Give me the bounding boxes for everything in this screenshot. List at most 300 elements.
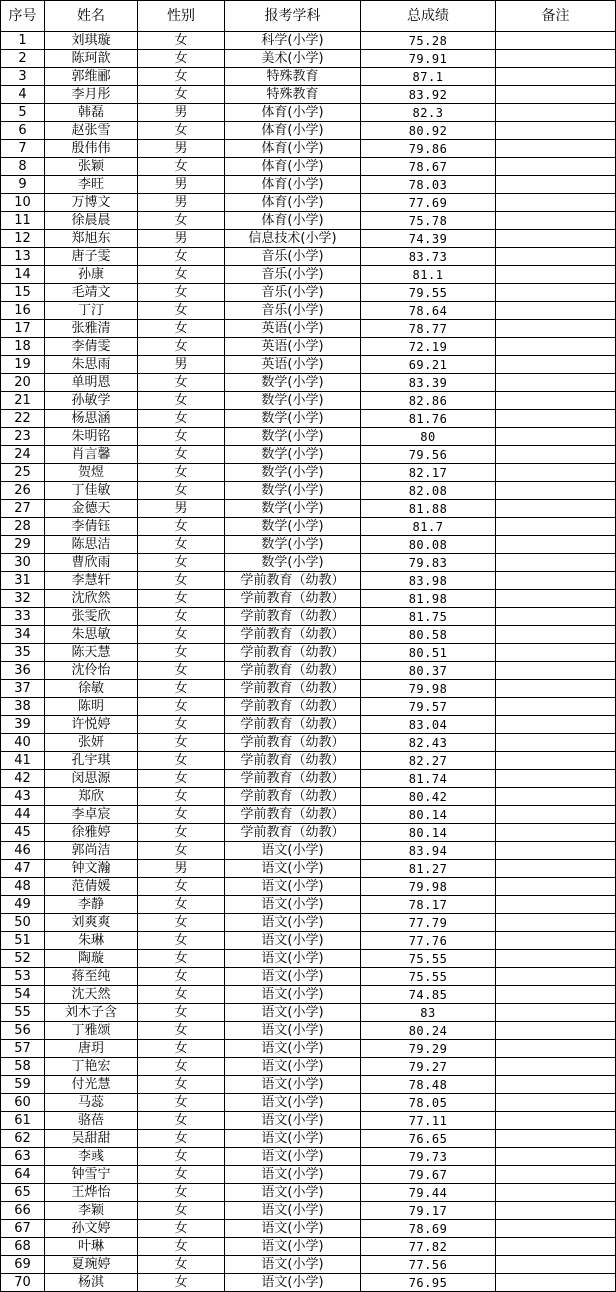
cell-gender: 女	[138, 50, 225, 68]
cell-note	[496, 230, 616, 248]
cell-index: 62	[1, 1130, 45, 1148]
cell-score: 77.82	[361, 1238, 496, 1256]
cell-note	[496, 266, 616, 284]
cell-gender: 男	[138, 104, 225, 122]
cell-name: 朱思敏	[45, 626, 138, 644]
cell-gender: 女	[138, 644, 225, 662]
cell-index: 40	[1, 734, 45, 752]
cell-note	[496, 824, 616, 842]
table-row	[1, 248, 616, 266]
cell-score: 82.27	[361, 752, 496, 770]
cell-name: 蒋至纯	[45, 968, 138, 986]
header-gender: 性别	[138, 1, 225, 32]
cell-score: 82.86	[361, 392, 496, 410]
cell-index: 60	[1, 1094, 45, 1112]
cell-note	[496, 392, 616, 410]
cell-name: 赵张雪	[45, 122, 138, 140]
table-row	[1, 410, 616, 428]
table-row	[1, 356, 616, 374]
cell-name: 朱思雨	[45, 356, 138, 374]
cell-name: 李旺	[45, 176, 138, 194]
cell-score: 78.17	[361, 896, 496, 914]
cell-score: 79.44	[361, 1184, 496, 1202]
table-row	[1, 716, 616, 734]
cell-gender: 女	[138, 1094, 225, 1112]
cell-name: 张雯欣	[45, 608, 138, 626]
cell-gender: 女	[138, 428, 225, 446]
cell-name: 李卓宸	[45, 806, 138, 824]
cell-note	[496, 986, 616, 1004]
cell-index: 69	[1, 1256, 45, 1274]
cell-name: 李倩钰	[45, 518, 138, 536]
table-row	[1, 536, 616, 554]
cell-note	[496, 284, 616, 302]
cell-score: 79.86	[361, 140, 496, 158]
cell-score: 79.98	[361, 680, 496, 698]
cell-score: 77.56	[361, 1256, 496, 1274]
cell-name: 徐雅婷	[45, 824, 138, 842]
cell-subject: 语文(小学)	[225, 896, 361, 914]
cell-note	[496, 482, 616, 500]
cell-subject: 语文(小学)	[225, 968, 361, 986]
table-row	[1, 1256, 616, 1274]
cell-score: 75.55	[361, 950, 496, 968]
cell-gender: 女	[138, 1256, 225, 1274]
cell-name: 李静	[45, 896, 138, 914]
cell-gender: 女	[138, 680, 225, 698]
cell-gender: 女	[138, 122, 225, 140]
table-row	[1, 1022, 616, 1040]
cell-note	[496, 374, 616, 392]
cell-gender: 男	[138, 140, 225, 158]
cell-score: 72.19	[361, 338, 496, 356]
cell-note	[496, 914, 616, 932]
table-row	[1, 1112, 616, 1130]
cell-subject: 语文(小学)	[225, 1040, 361, 1058]
cell-note	[496, 1184, 616, 1202]
cell-subject: 数学(小学)	[225, 482, 361, 500]
cell-note	[496, 428, 616, 446]
table-row	[1, 608, 616, 626]
cell-gender: 女	[138, 1058, 225, 1076]
cell-index: 56	[1, 1022, 45, 1040]
cell-subject: 学前教育（幼教）	[225, 770, 361, 788]
cell-subject: 英语(小学)	[225, 338, 361, 356]
cell-index: 11	[1, 212, 45, 230]
table-row	[1, 680, 616, 698]
cell-gender: 女	[138, 986, 225, 1004]
cell-gender: 女	[138, 608, 225, 626]
cell-name: 陈天慧	[45, 644, 138, 662]
cell-index: 38	[1, 698, 45, 716]
cell-subject: 学前教育（幼教）	[225, 752, 361, 770]
cell-gender: 女	[138, 320, 225, 338]
cell-note	[496, 1058, 616, 1076]
table-row	[1, 32, 616, 50]
cell-subject: 学前教育（幼教）	[225, 572, 361, 590]
cell-gender: 女	[138, 68, 225, 86]
cell-score: 80.14	[361, 824, 496, 842]
cell-name: 郭尚洁	[45, 842, 138, 860]
cell-subject: 数学(小学)	[225, 500, 361, 518]
cell-score: 78.69	[361, 1220, 496, 1238]
cell-score: 76.95	[361, 1274, 496, 1292]
cell-note	[496, 536, 616, 554]
cell-index: 10	[1, 194, 45, 212]
cell-gender: 女	[138, 86, 225, 104]
cell-index: 2	[1, 50, 45, 68]
cell-score: 79.67	[361, 1166, 496, 1184]
cell-index: 66	[1, 1202, 45, 1220]
cell-name: 肖言馨	[45, 446, 138, 464]
cell-gender: 女	[138, 626, 225, 644]
cell-subject: 数学(小学)	[225, 374, 361, 392]
cell-subject: 数学(小学)	[225, 518, 361, 536]
cell-index: 26	[1, 482, 45, 500]
cell-score: 82.3	[361, 104, 496, 122]
cell-subject: 语文(小学)	[225, 1004, 361, 1022]
cell-score: 78.77	[361, 320, 496, 338]
cell-note	[496, 50, 616, 68]
cell-note	[496, 626, 616, 644]
cell-note	[496, 698, 616, 716]
cell-gender: 女	[138, 824, 225, 842]
cell-gender: 女	[138, 1130, 225, 1148]
cell-note	[496, 950, 616, 968]
cell-gender: 女	[138, 464, 225, 482]
cell-note	[496, 104, 616, 122]
table-row	[1, 392, 616, 410]
cell-index: 45	[1, 824, 45, 842]
cell-name: 钟文瀚	[45, 860, 138, 878]
cell-subject: 体育(小学)	[225, 140, 361, 158]
table-row	[1, 1238, 616, 1256]
cell-index: 55	[1, 1004, 45, 1022]
table-row	[1, 140, 616, 158]
cell-name: 唐玥	[45, 1040, 138, 1058]
cell-name: 范倩媛	[45, 878, 138, 896]
cell-index: 20	[1, 374, 45, 392]
cell-name: 郑欣	[45, 788, 138, 806]
header-row	[1, 1, 616, 32]
cell-gender: 男	[138, 860, 225, 878]
cell-name: 王烨怡	[45, 1184, 138, 1202]
cell-name: 骆蓓	[45, 1112, 138, 1130]
cell-score: 83.98	[361, 572, 496, 590]
cell-name: 张颖	[45, 158, 138, 176]
cell-gender: 女	[138, 1274, 225, 1292]
cell-name: 贺煜	[45, 464, 138, 482]
cell-score: 78.67	[361, 158, 496, 176]
cell-note	[496, 446, 616, 464]
cell-name: 唐子雯	[45, 248, 138, 266]
cell-subject: 数学(小学)	[225, 446, 361, 464]
cell-gender: 女	[138, 374, 225, 392]
table-row	[1, 302, 616, 320]
cell-gender: 女	[138, 572, 225, 590]
cell-gender: 女	[138, 32, 225, 50]
cell-subject: 学前教育（幼教）	[225, 680, 361, 698]
cell-score: 81.75	[361, 608, 496, 626]
cell-name: 郑旭东	[45, 230, 138, 248]
cell-subject: 数学(小学)	[225, 554, 361, 572]
table-row	[1, 1130, 616, 1148]
cell-score: 82.08	[361, 482, 496, 500]
cell-note	[496, 464, 616, 482]
cell-note	[496, 752, 616, 770]
cell-name: 毛靖文	[45, 284, 138, 302]
cell-name: 丁雅颂	[45, 1022, 138, 1040]
header-note: 备注	[496, 1, 616, 32]
cell-index: 18	[1, 338, 45, 356]
cell-gender: 男	[138, 194, 225, 212]
table-row	[1, 176, 616, 194]
table-row	[1, 86, 616, 104]
cell-index: 22	[1, 410, 45, 428]
cell-note	[496, 572, 616, 590]
cell-score: 77.79	[361, 914, 496, 932]
cell-gender: 男	[138, 356, 225, 374]
cell-subject: 音乐(小学)	[225, 302, 361, 320]
cell-gender: 女	[138, 1166, 225, 1184]
cell-score: 81.74	[361, 770, 496, 788]
cell-subject: 语文(小学)	[225, 860, 361, 878]
cell-note	[496, 248, 616, 266]
cell-index: 21	[1, 392, 45, 410]
cell-gender: 女	[138, 1202, 225, 1220]
cell-index: 50	[1, 914, 45, 932]
cell-score: 69.21	[361, 356, 496, 374]
cell-index: 37	[1, 680, 45, 698]
cell-subject: 信息技术(小学)	[225, 230, 361, 248]
cell-gender: 女	[138, 1004, 225, 1022]
cell-subject: 语文(小学)	[225, 1148, 361, 1166]
cell-note	[496, 338, 616, 356]
cell-subject: 音乐(小学)	[225, 284, 361, 302]
cell-score: 80.08	[361, 536, 496, 554]
cell-gender: 男	[138, 230, 225, 248]
cell-name: 许悦婷	[45, 716, 138, 734]
table-row	[1, 932, 616, 950]
cell-note	[496, 410, 616, 428]
cell-note	[496, 1094, 616, 1112]
cell-gender: 女	[138, 806, 225, 824]
table-row	[1, 806, 616, 824]
cell-gender: 女	[138, 590, 225, 608]
cell-score: 81.1	[361, 266, 496, 284]
cell-name: 杨思涵	[45, 410, 138, 428]
cell-score: 80.58	[361, 626, 496, 644]
cell-gender: 女	[138, 410, 225, 428]
cell-name: 李颖	[45, 1202, 138, 1220]
cell-gender: 女	[138, 284, 225, 302]
table-row	[1, 824, 616, 842]
table-row	[1, 968, 616, 986]
table-row	[1, 950, 616, 968]
cell-subject: 数学(小学)	[225, 392, 361, 410]
cell-subject: 英语(小学)	[225, 320, 361, 338]
cell-note	[496, 788, 616, 806]
cell-gender: 女	[138, 1184, 225, 1202]
cell-score: 81.76	[361, 410, 496, 428]
cell-subject: 语文(小学)	[225, 1202, 361, 1220]
cell-subject: 科学(小学)	[225, 32, 361, 50]
cell-index: 32	[1, 590, 45, 608]
cell-score: 83.73	[361, 248, 496, 266]
cell-name: 叶琳	[45, 1238, 138, 1256]
cell-index: 42	[1, 770, 45, 788]
cell-subject: 语文(小学)	[225, 1256, 361, 1274]
cell-index: 61	[1, 1112, 45, 1130]
cell-index: 54	[1, 986, 45, 1004]
cell-note	[496, 1022, 616, 1040]
cell-index: 48	[1, 878, 45, 896]
cell-index: 65	[1, 1184, 45, 1202]
table-row	[1, 1076, 616, 1094]
cell-note	[496, 590, 616, 608]
cell-note	[496, 1112, 616, 1130]
table-row	[1, 284, 616, 302]
cell-score: 87.1	[361, 68, 496, 86]
cell-score: 80.14	[361, 806, 496, 824]
cell-subject: 语文(小学)	[225, 1112, 361, 1130]
cell-score: 79.29	[361, 1040, 496, 1058]
cell-note	[496, 518, 616, 536]
cell-index: 53	[1, 968, 45, 986]
table-row	[1, 266, 616, 284]
table-row	[1, 1058, 616, 1076]
cell-score: 77.11	[361, 1112, 496, 1130]
cell-index: 46	[1, 842, 45, 860]
cell-note	[496, 500, 616, 518]
cell-name: 朱明铭	[45, 428, 138, 446]
cell-score: 80.24	[361, 1022, 496, 1040]
cell-subject: 语文(小学)	[225, 932, 361, 950]
cell-score: 83.04	[361, 716, 496, 734]
cell-subject: 学前教育（幼教）	[225, 644, 361, 662]
table-row	[1, 212, 616, 230]
cell-index: 64	[1, 1166, 45, 1184]
cell-name: 殷伟伟	[45, 140, 138, 158]
cell-index: 52	[1, 950, 45, 968]
cell-index: 59	[1, 1076, 45, 1094]
cell-note	[496, 662, 616, 680]
cell-name: 陈珂歆	[45, 50, 138, 68]
cell-gender: 女	[138, 752, 225, 770]
table-row	[1, 482, 616, 500]
cell-gender: 女	[138, 158, 225, 176]
cell-gender: 女	[138, 950, 225, 968]
table-row	[1, 446, 616, 464]
cell-gender: 男	[138, 500, 225, 518]
cell-subject: 语文(小学)	[225, 1274, 361, 1292]
cell-index: 35	[1, 644, 45, 662]
cell-score: 83.39	[361, 374, 496, 392]
cell-gender: 女	[138, 914, 225, 932]
cell-name: 李慧轩	[45, 572, 138, 590]
cell-subject: 数学(小学)	[225, 464, 361, 482]
cell-score: 77.76	[361, 932, 496, 950]
cell-index: 47	[1, 860, 45, 878]
cell-index: 57	[1, 1040, 45, 1058]
cell-name: 陶璇	[45, 950, 138, 968]
cell-subject: 语文(小学)	[225, 842, 361, 860]
cell-name: 徐敏	[45, 680, 138, 698]
cell-index: 25	[1, 464, 45, 482]
cell-name: 马蕊	[45, 1094, 138, 1112]
cell-index: 44	[1, 806, 45, 824]
cell-name: 孔宇琪	[45, 752, 138, 770]
cell-index: 51	[1, 932, 45, 950]
cell-note	[496, 86, 616, 104]
cell-name: 李倩雯	[45, 338, 138, 356]
cell-name: 徐晨晨	[45, 212, 138, 230]
cell-subject: 学前教育（幼教）	[225, 608, 361, 626]
cell-score: 81.7	[361, 518, 496, 536]
cell-index: 43	[1, 788, 45, 806]
cell-name: 沈伶怡	[45, 662, 138, 680]
cell-score: 83.94	[361, 842, 496, 860]
cell-note	[496, 194, 616, 212]
table-row	[1, 500, 616, 518]
cell-gender: 男	[138, 176, 225, 194]
table-row	[1, 1004, 616, 1022]
cell-score: 79.17	[361, 1202, 496, 1220]
cell-gender: 女	[138, 266, 225, 284]
cell-subject: 语文(小学)	[225, 1076, 361, 1094]
cell-index: 27	[1, 500, 45, 518]
cell-index: 31	[1, 572, 45, 590]
cell-note	[496, 176, 616, 194]
cell-name: 夏琬婷	[45, 1256, 138, 1274]
cell-score: 83	[361, 1004, 496, 1022]
cell-index: 23	[1, 428, 45, 446]
table-row	[1, 104, 616, 122]
cell-subject: 学前教育（幼教）	[225, 698, 361, 716]
cell-index: 28	[1, 518, 45, 536]
cell-score: 82.17	[361, 464, 496, 482]
cell-note	[496, 320, 616, 338]
cell-subject: 音乐(小学)	[225, 266, 361, 284]
cell-gender: 女	[138, 896, 225, 914]
table-row	[1, 878, 616, 896]
table-row	[1, 194, 616, 212]
table-row	[1, 68, 616, 86]
header-index: 序号	[1, 1, 45, 32]
table-row	[1, 1040, 616, 1058]
table-row	[1, 1274, 616, 1292]
cell-name: 沈天然	[45, 986, 138, 1004]
cell-score: 76.65	[361, 1130, 496, 1148]
cell-score: 78.05	[361, 1094, 496, 1112]
cell-note	[496, 1220, 616, 1238]
cell-subject: 学前教育（幼教）	[225, 626, 361, 644]
cell-name: 万博文	[45, 194, 138, 212]
cell-score: 79.55	[361, 284, 496, 302]
cell-index: 16	[1, 302, 45, 320]
cell-score: 83.92	[361, 86, 496, 104]
cell-subject: 语文(小学)	[225, 986, 361, 1004]
cell-note	[496, 770, 616, 788]
cell-subject: 体育(小学)	[225, 158, 361, 176]
table-row	[1, 572, 616, 590]
table-row	[1, 1220, 616, 1238]
cell-note	[496, 716, 616, 734]
table-row	[1, 1184, 616, 1202]
cell-gender: 女	[138, 248, 225, 266]
cell-gender: 女	[138, 1148, 225, 1166]
cell-subject: 语文(小学)	[225, 1094, 361, 1112]
